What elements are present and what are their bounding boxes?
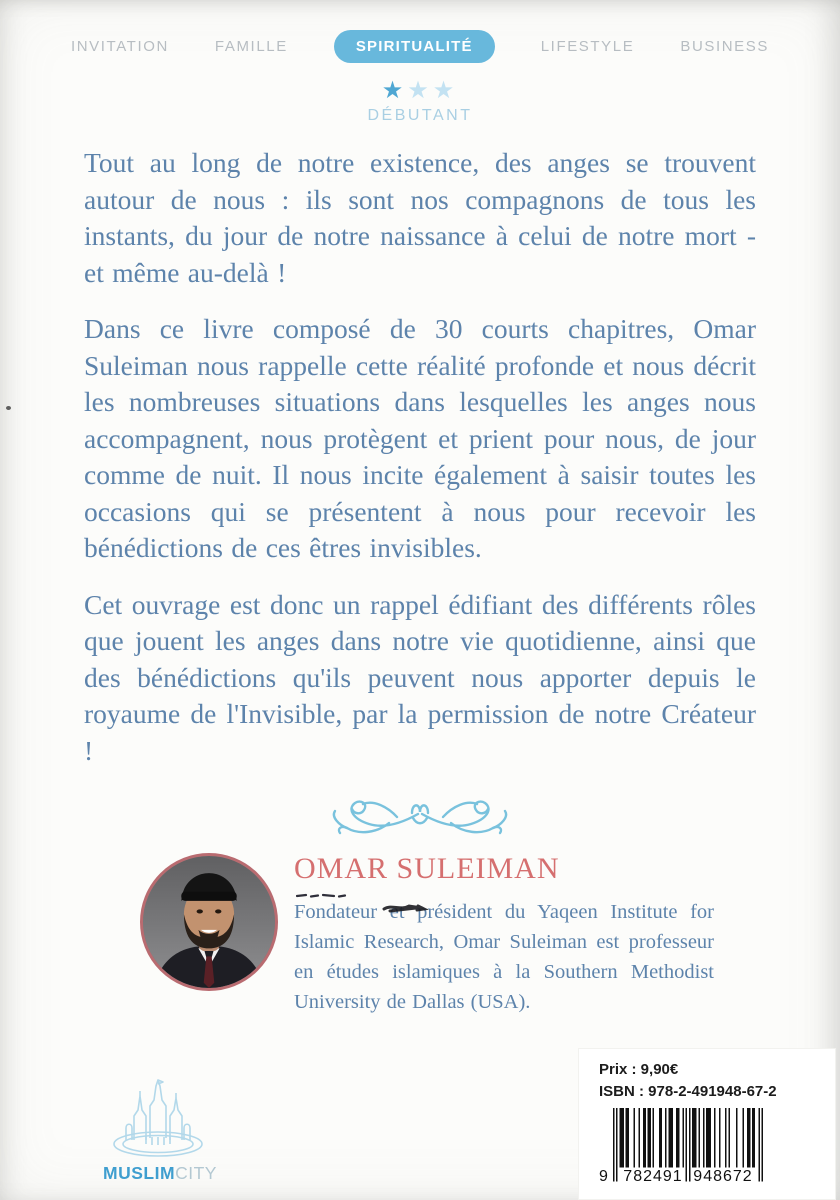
synopsis xyxy=(84,145,756,769)
author-bio: Fondateur et président du Yaqeen Institute for Islamic Research, Omar Suleiman est professeur en études islamiques à la Southern Methodist University de Dallas (USA). xyxy=(294,901,714,1013)
barcode-digit-lead: 9 xyxy=(599,1168,608,1185)
nav-item-famille: FAMILLE xyxy=(214,38,288,55)
barcode-digit-group-2: 948672 xyxy=(693,1168,753,1185)
flourish-icon xyxy=(305,789,535,839)
author-portrait-image xyxy=(143,856,275,988)
synopsis-paragraph-1: Tout au long de notre existence, des anges se trouvent autour de nous : ils sont nos compagnons de tous les instants, du jour de notre naissance à celui de notre mort - et même au-delà ! xyxy=(84,147,756,288)
barcode-digits xyxy=(599,1168,769,1186)
barcode-panel xyxy=(578,1048,836,1200)
star-empty-icon: ★ xyxy=(407,78,433,104)
scan-artifact-dot xyxy=(6,406,11,410)
nav-item-business: BUSINESS xyxy=(680,38,770,55)
barcode xyxy=(599,1108,769,1186)
synopsis-paragraph-3: Cet ouvrage est donc un rappel édifiant des différents rôles que jouent les anges dans notre vie quotidienne, ainsi que des bénédictions qu'ils peuvent nous apporter depuis le royaume de l'Invisible, par la permission de notre Créateur ! xyxy=(84,588,756,766)
star-rating xyxy=(0,79,840,103)
author-name: OMAR SULEIMAN xyxy=(294,852,560,885)
category-nav xyxy=(0,0,840,63)
author-section xyxy=(140,853,840,1017)
barcode-digit-group-1: 782491 xyxy=(623,1168,683,1185)
price-label: Prix : 9,90€ xyxy=(599,1061,679,1078)
synopsis-paragraph-2: Dans ce livre composé de 30 courts chapitres, Omar Suleiman nous rappelle cette réalité profonde et nous décrit les nombreuses situations dans lesquelles les anges nous accompagnent, nous protègent et prient pour nous, de jour comme de nuit. Il nous incite également à saisir toutes les occasions qui se présentent à nous pour recevoir les bénédictions de ces êtres invisibles. xyxy=(84,313,756,563)
nav-item-spiritualite-active: SPIRITUALITÉ xyxy=(334,30,495,63)
level-label: DÉBUTANT xyxy=(367,107,473,124)
author-info xyxy=(294,853,714,1017)
flourish-divider xyxy=(0,789,840,841)
publisher-logo-text xyxy=(96,1163,224,1184)
publisher-logo xyxy=(96,1076,224,1184)
difficulty-level xyxy=(0,79,840,125)
star-filled-icon: ★ xyxy=(381,78,408,104)
author-photo xyxy=(140,853,278,991)
mosque-city-icon xyxy=(96,1076,224,1162)
nav-item-lifestyle: LIFESTYLE xyxy=(540,38,635,55)
nav-item-invitation: INVITATION xyxy=(70,38,169,55)
logo-text-city: CITY xyxy=(175,1163,217,1183)
pen-marks xyxy=(296,886,714,894)
isbn-label: ISBN : 978-2-491948-67-2 xyxy=(599,1083,777,1100)
logo-text-muslim: MUSLIM xyxy=(103,1163,176,1183)
star-empty-icon: ★ xyxy=(432,78,459,104)
